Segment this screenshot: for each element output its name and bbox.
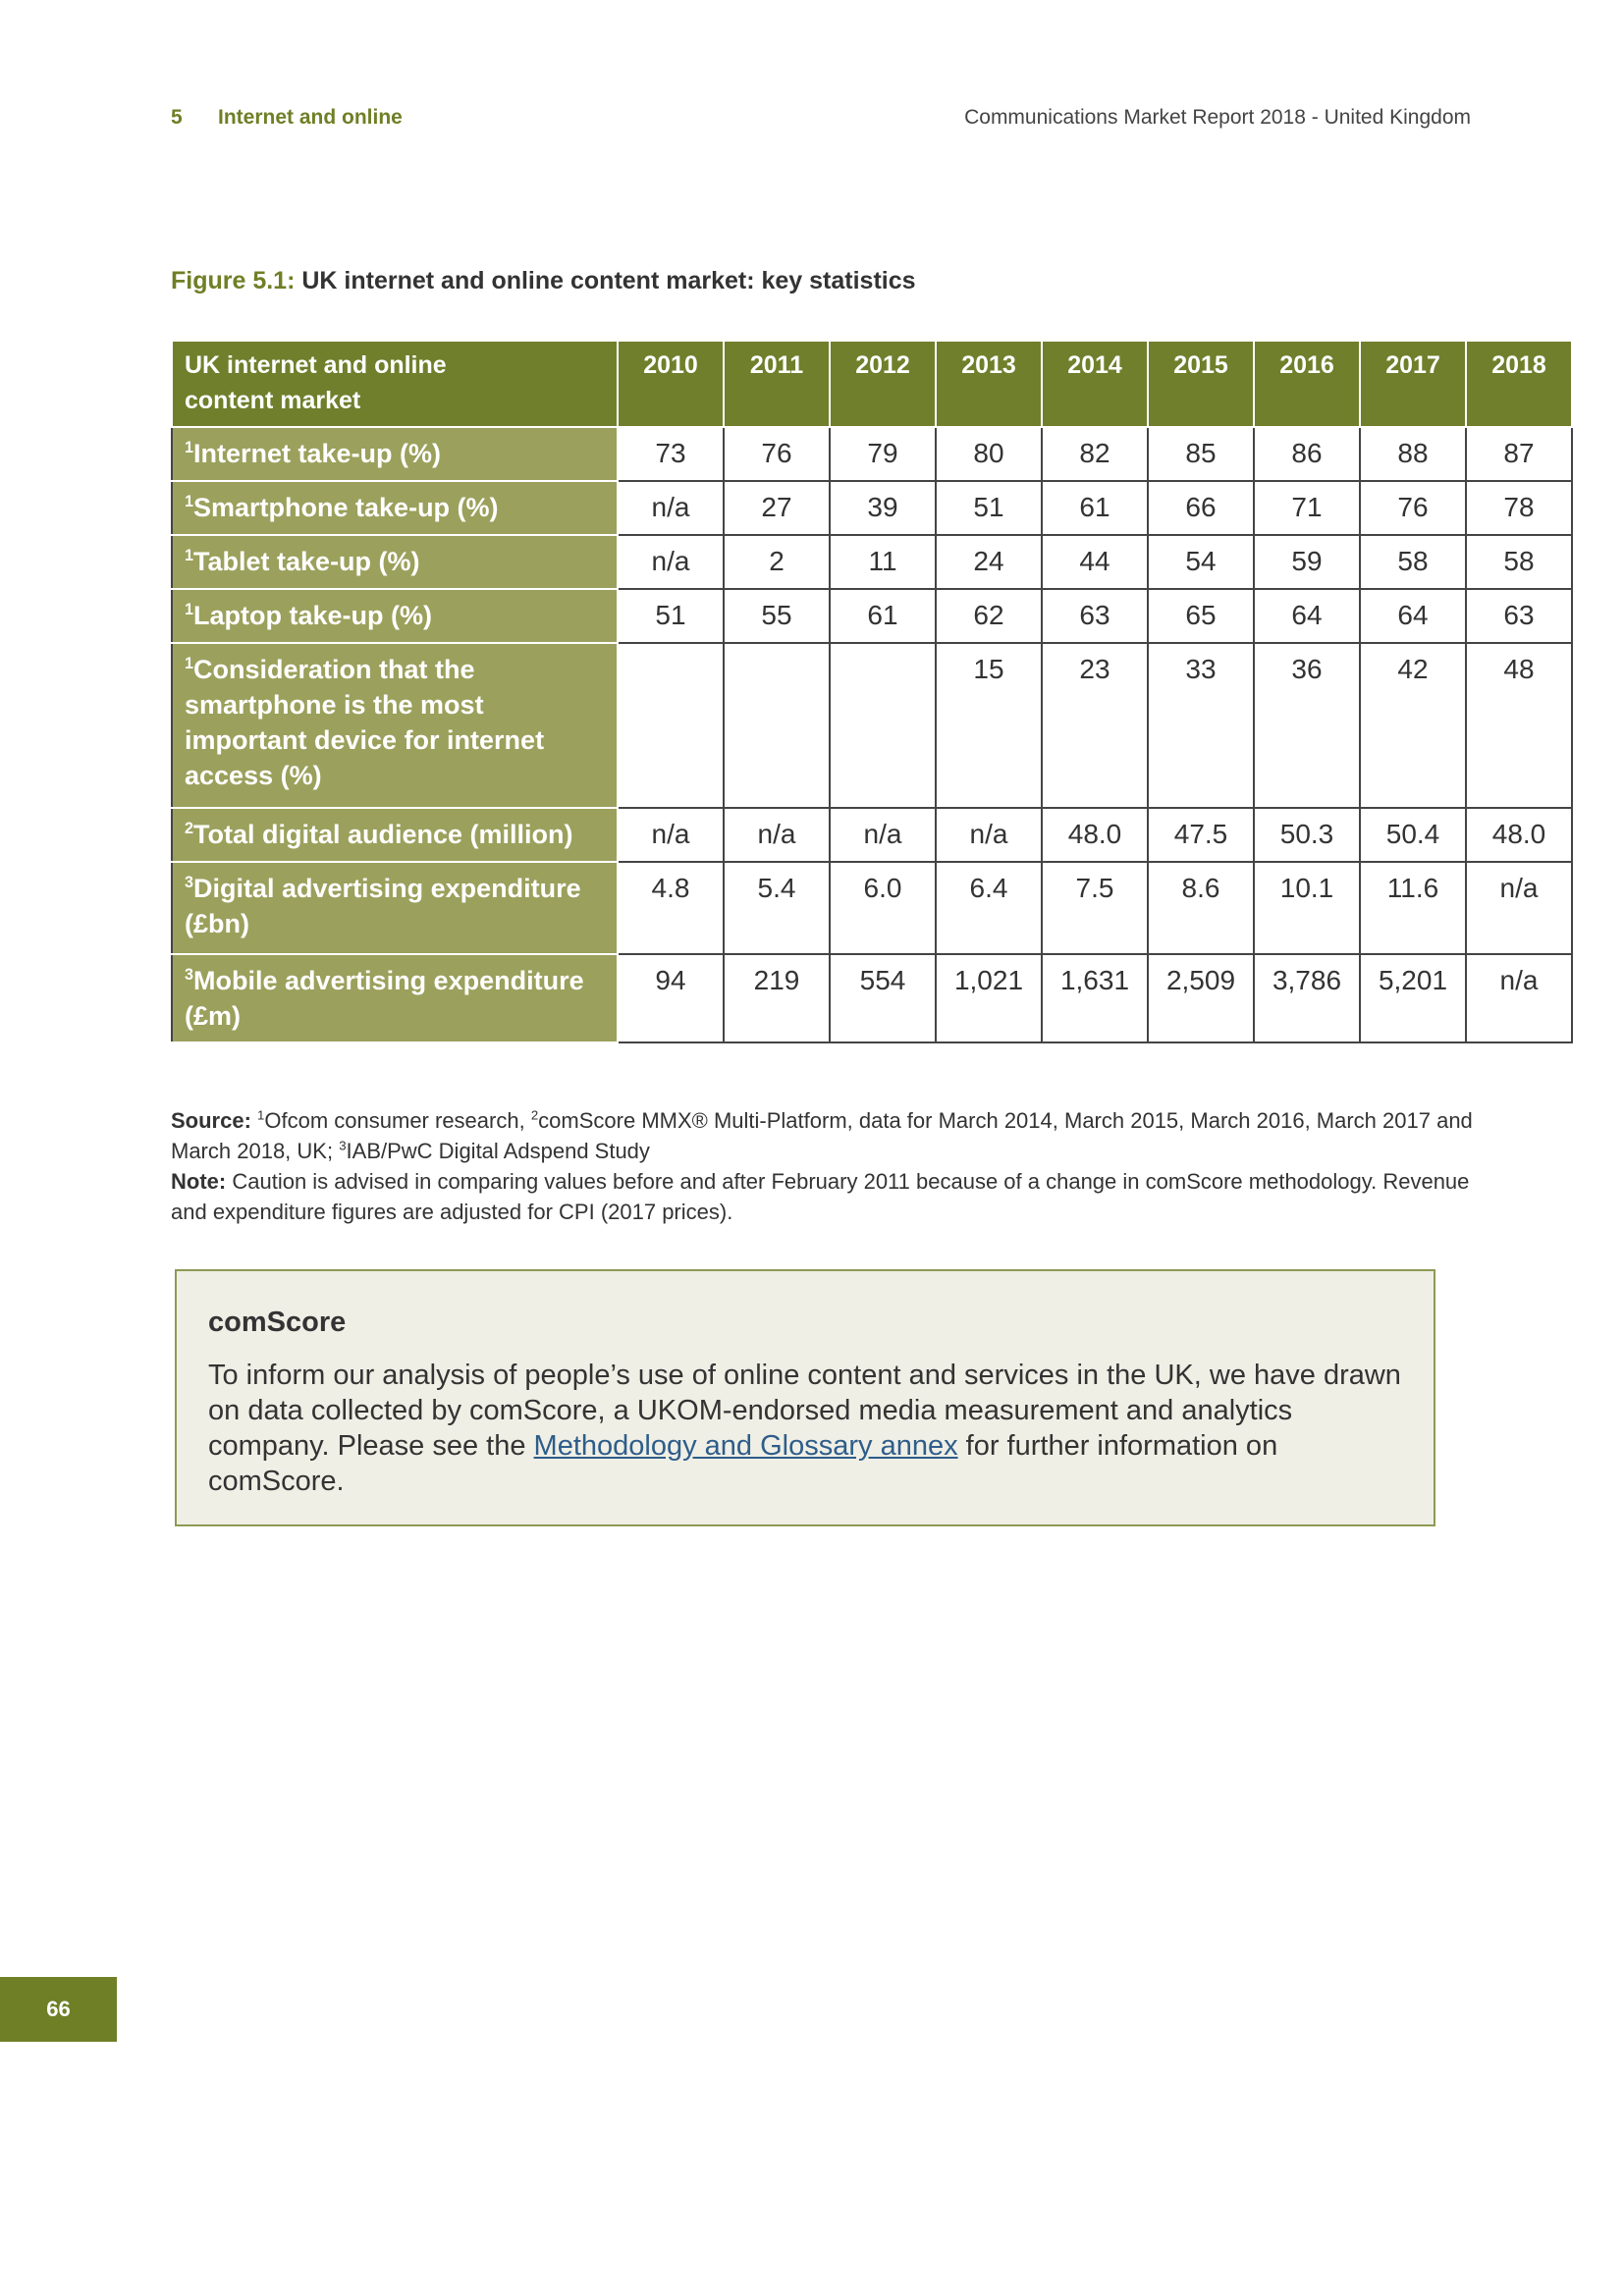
page-number: 66	[0, 1977, 117, 2042]
table-cell: 78	[1466, 481, 1572, 535]
table-cell: 88	[1360, 427, 1466, 481]
table-cell: 62	[936, 589, 1042, 643]
table-cell: 55	[724, 589, 830, 643]
table-cell: 47.5	[1148, 808, 1254, 862]
box-title: comScore	[208, 1307, 347, 1338]
table-cell: 94	[618, 954, 724, 1042]
table-cell	[830, 643, 936, 808]
row-label-text: Consideration that the smartphone is the most important device for internet access (%)	[185, 655, 545, 790]
table-cell: n/a	[1466, 862, 1572, 954]
table-cell: n/a	[618, 808, 724, 862]
row-footnote-marker: 1	[185, 493, 194, 510]
table-cell: 59	[1254, 535, 1360, 589]
row-label	[172, 427, 618, 481]
table-cell: n/a	[724, 808, 830, 862]
table-cell: 3,786	[1254, 954, 1360, 1042]
table-cell: 58	[1466, 535, 1572, 589]
row-label	[172, 481, 618, 535]
table-cell: 2,509	[1148, 954, 1254, 1042]
row-footnote-marker: 2	[185, 820, 194, 837]
table-cell: 44	[1042, 535, 1148, 589]
table-header-row	[172, 341, 1572, 427]
key-statistics-table	[171, 340, 1573, 1043]
table-cell: 24	[936, 535, 1042, 589]
table-cell: 82	[1042, 427, 1148, 481]
row-footnote-marker: 3	[185, 874, 194, 891]
note-text: Caution is advised in comparing values before and after February 2011 because of a change in comScore methodology. Revenue and expenditure figures are adjusted for CPI (2017 prices).	[171, 1169, 1470, 1224]
box-text-before: To inform our analysis of people’s use of online content and services in the UK, we have drawn on data collected by comScore, a UKOM-endorsed media measurement and analytics company. Please see the	[208, 1360, 1401, 1462]
figure-title	[171, 267, 916, 295]
table-row	[172, 535, 1572, 589]
source-text-3: IAB/PwC Digital Adspend Study	[346, 1139, 650, 1163]
table-row	[172, 954, 1572, 1042]
table-cell: 61	[830, 589, 936, 643]
table-cell: n/a	[1466, 954, 1572, 1042]
table-cell: 23	[1042, 643, 1148, 808]
methodology-glossary-link[interactable]: Methodology and Glossary annex	[533, 1430, 958, 1462]
source-label: Source:	[171, 1108, 251, 1133]
table-row	[172, 427, 1572, 481]
table-row	[172, 808, 1572, 862]
row-label-text: Tablet take-up (%)	[193, 547, 420, 576]
year-header: 2018	[1466, 341, 1572, 427]
table-cell: 76	[1360, 481, 1466, 535]
figure-caption: UK internet and online content market: key statistics	[301, 267, 916, 294]
table-cell: n/a	[936, 808, 1042, 862]
box-text-after: for further information on comScore.	[208, 1430, 1278, 1497]
row-label-text: Total digital audience (million)	[193, 820, 573, 849]
year-header: 2012	[830, 341, 936, 427]
table-row	[172, 862, 1572, 954]
table-cell: 64	[1254, 589, 1360, 643]
row-label	[172, 808, 618, 862]
table-cell: 54	[1148, 535, 1254, 589]
table-cell: 80	[936, 427, 1042, 481]
footnote-marker: 2	[530, 1107, 539, 1123]
table-cell: 7.5	[1042, 862, 1148, 954]
table-cell: 8.6	[1148, 862, 1254, 954]
table-cell: 11	[830, 535, 936, 589]
table-cell: 76	[724, 427, 830, 481]
corner-header-line-2: content market	[185, 387, 361, 414]
table-cell: 50.3	[1254, 808, 1360, 862]
source-text-1: Ofcom consumer research,	[264, 1108, 531, 1133]
table-cell	[618, 643, 724, 808]
source-text-2: comScore MMX® Multi-Platform, data for March 2014, March 2015, March 2016, March 2017 and March 2018, UK;	[171, 1108, 1473, 1163]
table-cell: 50.4	[1360, 808, 1466, 862]
table-cell: 554	[830, 954, 936, 1042]
section-title: Internet and online	[218, 106, 403, 129]
table-cell: n/a	[618, 481, 724, 535]
table-cell: 63	[1042, 589, 1148, 643]
table-row	[172, 481, 1572, 535]
table-cell: 63	[1466, 589, 1572, 643]
table-cell: 5,201	[1360, 954, 1466, 1042]
year-header: 2014	[1042, 341, 1148, 427]
row-label-text: Internet take-up (%)	[193, 439, 442, 468]
table-cell: 51	[936, 481, 1042, 535]
figure-label: Figure 5.1:	[171, 267, 296, 294]
row-label-text: Laptop take-up (%)	[193, 601, 433, 630]
table-cell: 36	[1254, 643, 1360, 808]
row-label-text: Mobile advertising expenditure (£m)	[185, 966, 584, 1031]
row-label-text: Digital advertising expenditure (£bn)	[185, 874, 581, 938]
table-cell: 64	[1360, 589, 1466, 643]
table-cell: 87	[1466, 427, 1572, 481]
year-header: 2010	[618, 341, 724, 427]
table-cell: 85	[1148, 427, 1254, 481]
row-label	[172, 589, 618, 643]
table-cell: 6.0	[830, 862, 936, 954]
footnote-marker: 1	[257, 1107, 265, 1123]
year-header: 2011	[724, 341, 830, 427]
row-label	[172, 535, 618, 589]
table-cell: 66	[1148, 481, 1254, 535]
table-cell: 51	[618, 589, 724, 643]
report-title: Communications Market Report 2018 - United Kingdom	[964, 106, 1471, 129]
table-cell: 61	[1042, 481, 1148, 535]
corner-header	[172, 341, 618, 427]
row-footnote-marker: 1	[185, 547, 194, 564]
year-header: 2013	[936, 341, 1042, 427]
table-cell: 42	[1360, 643, 1466, 808]
row-footnote-marker: 1	[185, 655, 194, 672]
table-cell: 219	[724, 954, 830, 1042]
table-cell: 1,021	[936, 954, 1042, 1042]
table-cell: 6.4	[936, 862, 1042, 954]
table-cell	[724, 643, 830, 808]
table-cell: 33	[1148, 643, 1254, 808]
table-cell: 48.0	[1042, 808, 1148, 862]
table-cell: 48.0	[1466, 808, 1572, 862]
table-cell: 5.4	[724, 862, 830, 954]
table-cell: n/a	[618, 535, 724, 589]
table-cell: 71	[1254, 481, 1360, 535]
table-cell: n/a	[830, 808, 936, 862]
table-cell: 79	[830, 427, 936, 481]
table-cell: 58	[1360, 535, 1466, 589]
table-row	[172, 589, 1572, 643]
footnote-marker: 3	[339, 1138, 347, 1153]
row-footnote-marker: 1	[185, 601, 194, 618]
box-text	[208, 1358, 1406, 1499]
row-label	[172, 643, 618, 808]
table-cell: 73	[618, 427, 724, 481]
note-label: Note:	[171, 1169, 227, 1194]
corner-header-line-1: UK internet and online	[185, 351, 447, 379]
table-cell: 15	[936, 643, 1042, 808]
table-cell: 1,631	[1042, 954, 1148, 1042]
table-cell: 86	[1254, 427, 1360, 481]
source-note	[171, 1105, 1477, 1227]
table-cell: 4.8	[618, 862, 724, 954]
year-header: 2015	[1148, 341, 1254, 427]
row-label-text: Smartphone take-up (%)	[193, 493, 499, 522]
row-label	[172, 954, 618, 1042]
row-footnote-marker: 3	[185, 966, 194, 984]
table-row	[172, 643, 1572, 808]
table-cell: 10.1	[1254, 862, 1360, 954]
table-cell: 48	[1466, 643, 1572, 808]
table-cell: 2	[724, 535, 830, 589]
table-cell: 27	[724, 481, 830, 535]
comscore-info-box	[175, 1269, 1435, 1526]
row-label	[172, 862, 618, 954]
section-number: 5	[171, 106, 183, 129]
year-header: 2017	[1360, 341, 1466, 427]
table-cell: 65	[1148, 589, 1254, 643]
table-cell: 11.6	[1360, 862, 1466, 954]
row-footnote-marker: 1	[185, 439, 194, 456]
table-cell: 39	[830, 481, 936, 535]
page-header	[171, 106, 1471, 135]
year-header: 2016	[1254, 341, 1360, 427]
